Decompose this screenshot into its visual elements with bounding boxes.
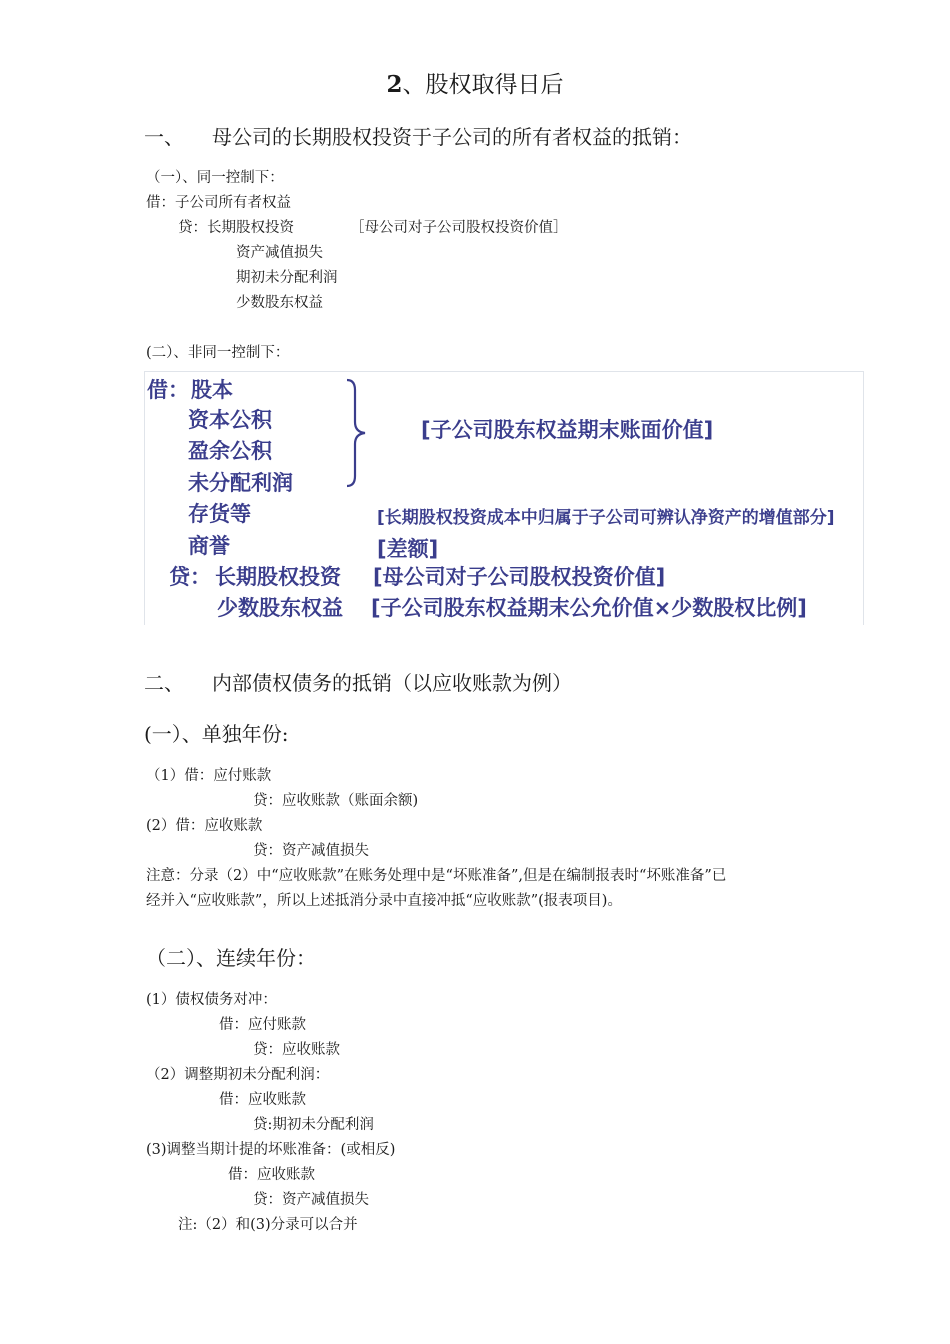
section-2-number: 二、 <box>144 671 184 695</box>
debit-item: 盈余公积 <box>188 439 272 463</box>
sub3-label: (一）、单独年份: <box>144 722 289 746</box>
credit-item: 少数股东权益 <box>217 596 343 620</box>
goodwill-note: [差额] <box>377 537 439 561</box>
entry-image <box>144 371 864 625</box>
entry-line: 贷：资产减值损失 <box>253 1192 369 1208</box>
debit-item: 未分配利润 <box>188 471 293 495</box>
debit-item: 资本公积 <box>188 408 272 432</box>
credit-note: [子公司股东权益期末公允价值×少数股权比例] <box>371 596 807 620</box>
section-2-heading: 内部债权债务的抵销（以应收账款为例） <box>212 671 572 695</box>
debit-prefix: 借： <box>147 378 189 402</box>
entry-line: 借：应收账款 <box>219 1092 306 1108</box>
entry-line: 借：应收账款 <box>228 1167 315 1183</box>
entry-line: 少数股东权益 <box>236 295 323 311</box>
section-1-heading: 母公司的长期股权投资于子公司的所有者权益的抵销： <box>212 125 692 149</box>
entry-line: （2）调整期初未分配利润： <box>146 1067 330 1083</box>
sub4-label: （二）、连续年份： <box>146 946 316 970</box>
note-line: 经并入“应收账款”，所以上述抵消分录中直接冲抵“应收账款”(报表项目)。 <box>146 893 622 909</box>
brace-icon <box>345 378 375 488</box>
entry-line: 贷：应收账款 <box>253 1042 340 1058</box>
sub1-label: （一）、同一控制下： <box>146 170 284 186</box>
note-line: 注:（2）和(3)分录可以合并 <box>178 1217 358 1233</box>
credit-prefix: 贷： <box>169 565 211 589</box>
entry-line: (3)调整当期计提的坏账准备：(或相反) <box>146 1142 396 1158</box>
entry-line: 资产减值损失 <box>236 245 323 261</box>
entry-line: 贷:期初未分配利润 <box>253 1117 374 1133</box>
credit-bracket-note: ［母公司对子公司股权投资价值］ <box>350 220 568 236</box>
entry-line: 贷：资产减值损失 <box>253 843 369 859</box>
credit-note: [母公司对子公司股权投资价值] <box>373 565 666 589</box>
entry-line: (2）借：应收账款 <box>146 818 263 834</box>
debit-line: 借：子公司所有者权益 <box>146 195 291 211</box>
brace-note: [子公司股东权益期末账面价值] <box>421 418 714 442</box>
section-1-number: 一、 <box>144 125 184 149</box>
inventory-note: [长期股权投资成本中归属于子公司可辨认净资产的增值部分] <box>377 508 835 528</box>
entry-line: 借：应付账款 <box>219 1017 306 1033</box>
debit-item: 股本 <box>191 378 233 402</box>
credit-item: 长期股权投资 <box>215 565 341 589</box>
note-line: 注意：分录（2）中“应收账款”在账务处理中是“坏账准备”,但是在编制报表时“坏账准备”已 <box>146 868 727 884</box>
page-title: 2、股权取得日后 <box>386 71 564 98</box>
entry-line: 贷：应收账款（账面余额) <box>253 793 419 809</box>
entry-line: 期初未分配利润 <box>236 270 338 286</box>
inventory-item: 存货等 <box>188 502 251 526</box>
credit-line: 贷：长期股权投资 <box>178 220 294 236</box>
sub2-label: (二）、非同一控制下： <box>146 345 290 361</box>
entry-line: （1）借：应付账款 <box>146 768 272 784</box>
goodwill-item: 商誉 <box>188 534 230 558</box>
entry-line: (1）债权债务对冲： <box>146 992 277 1008</box>
